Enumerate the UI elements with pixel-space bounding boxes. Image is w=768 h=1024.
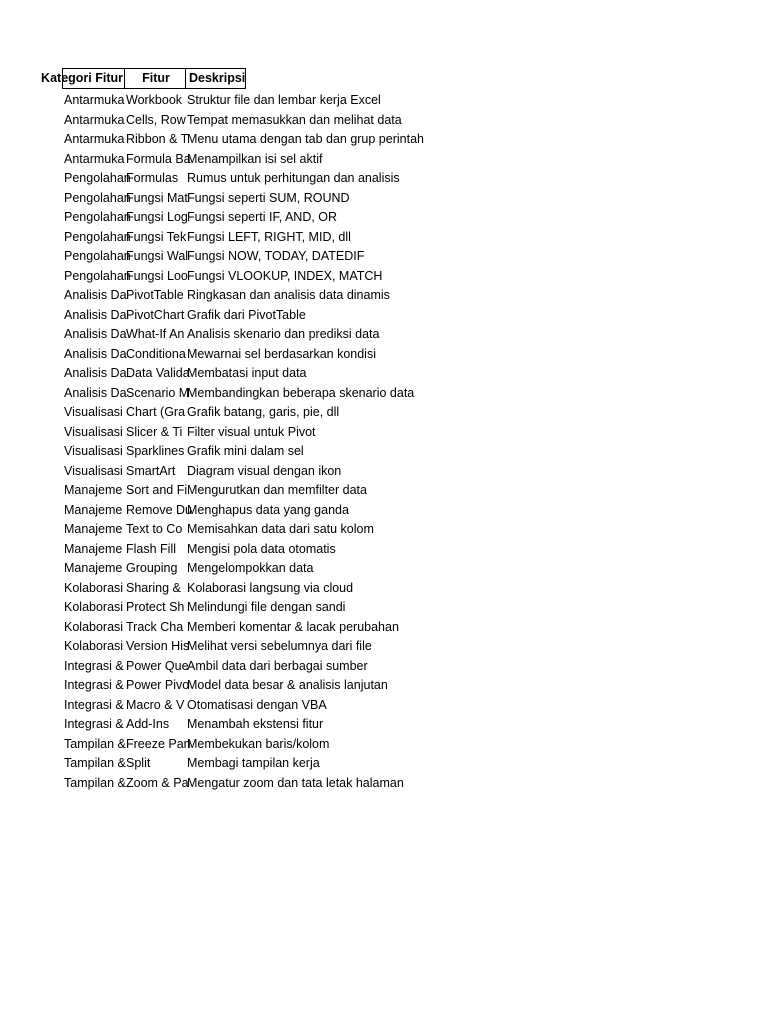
cell-kategori: Analisis Da (64, 327, 127, 341)
cell-kategori: Visualisasi (64, 405, 123, 419)
table-row (62, 150, 585, 170)
cell-kategori: Kolaborasi (64, 619, 124, 634)
cell-kategori: Analisis Da (64, 307, 127, 322)
cell-kategori: Visualisasi (64, 463, 123, 478)
cell-deskripsi: Mewarnai sel berdasarkan kondisi (187, 346, 376, 361)
cell-kategori: Pengolahan (64, 171, 131, 185)
cell-kategori: Analisis Da (64, 385, 127, 400)
cell-kategori: Integrasi & (64, 717, 124, 731)
cell-fitur: Flash Fill (126, 541, 177, 556)
cell-fitur: Remove Du (126, 502, 192, 517)
cell-deskripsi: Ringkasan dan analisis data dinamis (187, 288, 390, 302)
cell-fitur: Split (126, 756, 151, 770)
table-row (62, 345, 585, 365)
cell-deskripsi: Membekukan baris/kolom (187, 736, 330, 751)
cell-fitur: Fungsi Loo (126, 268, 188, 283)
cell-fitur: Ribbon & T (126, 132, 189, 146)
cell-kategori: Analisis Da (64, 366, 127, 380)
cell-kategori: Pengolahan (64, 249, 131, 263)
cell-fitur: Freeze Pan (126, 736, 191, 751)
table-row (62, 111, 585, 131)
cell-fitur: Fungsi Wal (126, 249, 189, 263)
cell-kategori: Integrasi & (64, 658, 124, 673)
table-row (62, 598, 585, 618)
cell-kategori: Antarmuka (64, 132, 125, 146)
cell-kategori: Antarmuka (64, 112, 125, 127)
cell-kategori: Manajeme (64, 561, 123, 575)
cell-deskripsi: Fungsi LEFT, RIGHT, MID, dll (187, 229, 351, 244)
cell-deskripsi: Grafik mini dalam sel (187, 444, 304, 458)
cell-deskripsi: Mengelompokkan data (187, 561, 314, 575)
table-row (62, 520, 585, 540)
cell-fitur: Zoom & Pa (126, 775, 189, 790)
cell-kategori: Kolaborasi (64, 639, 124, 653)
cell-fitur: Fungsi Log (126, 210, 188, 224)
cell-deskripsi: Fungsi VLOOKUP, INDEX, MATCH (187, 268, 383, 283)
cell-fitur: Sort and Fi (126, 483, 188, 497)
cell-deskripsi: Menu utama dengan tab dan grup perintah (187, 132, 424, 146)
cell-kategori: Integrasi & (64, 678, 124, 692)
cell-kategori: Tampilan & (64, 775, 126, 790)
cell-kategori: Antarmuka (64, 93, 125, 107)
cell-fitur: Grouping (126, 561, 178, 575)
cell-deskripsi: Melindungi file dengan sandi (187, 600, 346, 614)
cell-kategori: Tampilan & (64, 756, 126, 770)
cell-deskripsi: Struktur file dan lembar kerja Excel (187, 93, 381, 107)
cell-fitur: Workbook (126, 93, 183, 107)
cell-deskripsi: Mengatur zoom dan tata letak halaman (187, 775, 404, 790)
table-row (62, 169, 585, 189)
cell-fitur: Chart (Gra (126, 405, 186, 419)
table-row (62, 774, 585, 794)
table-row (62, 657, 585, 677)
table-row (62, 130, 585, 150)
table-row (62, 579, 585, 599)
table-row (62, 735, 585, 755)
cell-deskripsi: Mengisi pola data otomatis (187, 541, 336, 556)
cell-fitur: Text to Co (126, 522, 183, 536)
cell-fitur: Conditiona (126, 346, 186, 361)
table-row (62, 286, 585, 306)
spreadsheet-table (41, 68, 585, 793)
table-row (62, 306, 585, 326)
cell-kategori: Analisis Da (64, 288, 127, 302)
table-row (62, 715, 585, 735)
cell-fitur: Sparklines (126, 444, 185, 458)
cell-deskripsi: Memisahkan data dari satu kolom (187, 522, 374, 536)
cell-deskripsi: Mengurutkan dan memfilter data (187, 483, 367, 497)
cell-fitur: Macro & V (126, 697, 185, 712)
cell-fitur: Protect Sh (126, 600, 185, 614)
cell-deskripsi: Grafik dari PivotTable (187, 307, 306, 322)
cell-deskripsi: Model data besar & analisis lanjutan (187, 678, 388, 692)
cell-fitur: PivotChart (126, 307, 185, 322)
cell-deskripsi: Tempat memasukkan dan melihat data (187, 112, 402, 127)
table-row (62, 676, 585, 696)
header-kategori-fitur (41, 68, 124, 89)
cell-fitur: Formula Ba (126, 151, 191, 166)
cell-kategori: Integrasi & (64, 697, 124, 712)
cell-fitur: Cells, Row (126, 112, 186, 127)
cell-fitur: Fungsi Mat (126, 190, 188, 205)
cell-deskripsi: Diagram visual dengan ikon (187, 463, 342, 478)
cell-deskripsi: Fungsi seperti SUM, ROUND (187, 190, 350, 205)
cell-deskripsi: Melihat versi sebelumnya dari file (187, 639, 372, 653)
table-row (62, 403, 585, 423)
table-row (62, 696, 585, 716)
cell-kategori: Pengolahan (64, 190, 131, 205)
cell-deskripsi: Otomatisasi dengan VBA (187, 697, 327, 712)
cell-fitur: What-If An (126, 327, 185, 341)
cell-fitur: Scenario M (126, 385, 190, 400)
cell-fitur: Fungsi Tek (126, 229, 187, 244)
cell-fitur: Add-Ins (126, 717, 170, 731)
cell-kategori: Antarmuka (64, 151, 125, 166)
table-row (62, 208, 585, 228)
table-row (62, 462, 585, 482)
table-row (62, 481, 585, 501)
cell-kategori: Visualisasi (64, 424, 123, 439)
cell-deskripsi: Membandingkan beberapa skenario data (187, 385, 415, 400)
cell-kategori: Kolaborasi (64, 600, 124, 614)
table-row (62, 364, 585, 384)
cell-fitur: Power Que (126, 658, 189, 673)
cell-deskripsi: Fungsi seperti IF, AND, OR (187, 210, 338, 224)
cell-deskripsi: Memberi komentar & lacak perubahan (187, 619, 399, 634)
table-row (62, 91, 585, 111)
cell-fitur: Slicer & Ti (126, 424, 183, 439)
cell-deskripsi: Menghapus data yang ganda (187, 502, 349, 517)
cell-kategori: Manajeme (64, 502, 123, 517)
cell-deskripsi: Fungsi NOW, TODAY, DATEDIF (187, 249, 365, 263)
cell-deskripsi: Menampilkan isi sel aktif (187, 151, 323, 166)
table-row (62, 559, 585, 579)
table-row (62, 267, 585, 287)
cell-kategori: Manajeme (64, 522, 123, 536)
cell-fitur: Data Valida (126, 366, 190, 380)
cell-fitur: Power Pivo (126, 678, 190, 692)
cell-fitur: PivotTable (126, 288, 184, 302)
table-row (62, 442, 585, 462)
table-row (62, 325, 585, 345)
cell-deskripsi: Analisis skenario dan prediksi data (187, 327, 380, 341)
cell-kategori: Kolaborasi (64, 580, 124, 595)
cell-deskripsi: Menambah ekstensi fitur (187, 717, 324, 731)
table-body (62, 91, 585, 793)
table-row (62, 189, 585, 209)
cell-kategori: Pengolahan (64, 210, 131, 224)
cell-kategori: Analisis Da (64, 346, 127, 361)
cell-fitur: Version His (126, 639, 190, 653)
table-row (62, 423, 585, 443)
cell-fitur: Formulas (126, 171, 179, 185)
table-row (62, 384, 585, 404)
table-row (62, 228, 585, 248)
header-kategori-fitur-text: Kategori Fitur (41, 71, 123, 85)
cell-kategori: Pengolahan (64, 229, 131, 244)
cell-kategori: Manajeme (64, 483, 123, 497)
cell-kategori: Visualisasi (64, 444, 123, 458)
table-row (62, 247, 585, 267)
cell-deskripsi: Kolaborasi langsung via cloud (187, 580, 354, 595)
cell-deskripsi: Rumus untuk perhitungan dan analisis (187, 171, 400, 185)
cell-fitur: SmartArt (126, 463, 176, 478)
cell-kategori: Pengolahan (64, 268, 131, 283)
table-row (62, 754, 585, 774)
cell-deskripsi: Membatasi input data (187, 366, 307, 380)
cell-deskripsi: Membagi tampilan kerja (187, 756, 320, 770)
cell-fitur: Track Cha (126, 619, 184, 634)
table-row (62, 501, 585, 521)
cell-fitur: Sharing & (126, 580, 181, 595)
table-row (62, 637, 585, 657)
cell-deskripsi: Filter visual untuk Pivot (187, 424, 316, 439)
header-deskripsi: Deskripsi (185, 68, 246, 89)
cell-deskripsi: Grafik batang, garis, pie, dll (187, 405, 340, 419)
cell-kategori: Tampilan & (64, 736, 126, 751)
table-header-row (41, 68, 585, 89)
table-row (62, 540, 585, 560)
table-row (62, 618, 585, 638)
header-fitur: Fitur (124, 68, 185, 89)
cell-deskripsi: Ambil data dari berbagai sumber (187, 658, 368, 673)
cell-kategori: Manajeme (64, 541, 123, 556)
